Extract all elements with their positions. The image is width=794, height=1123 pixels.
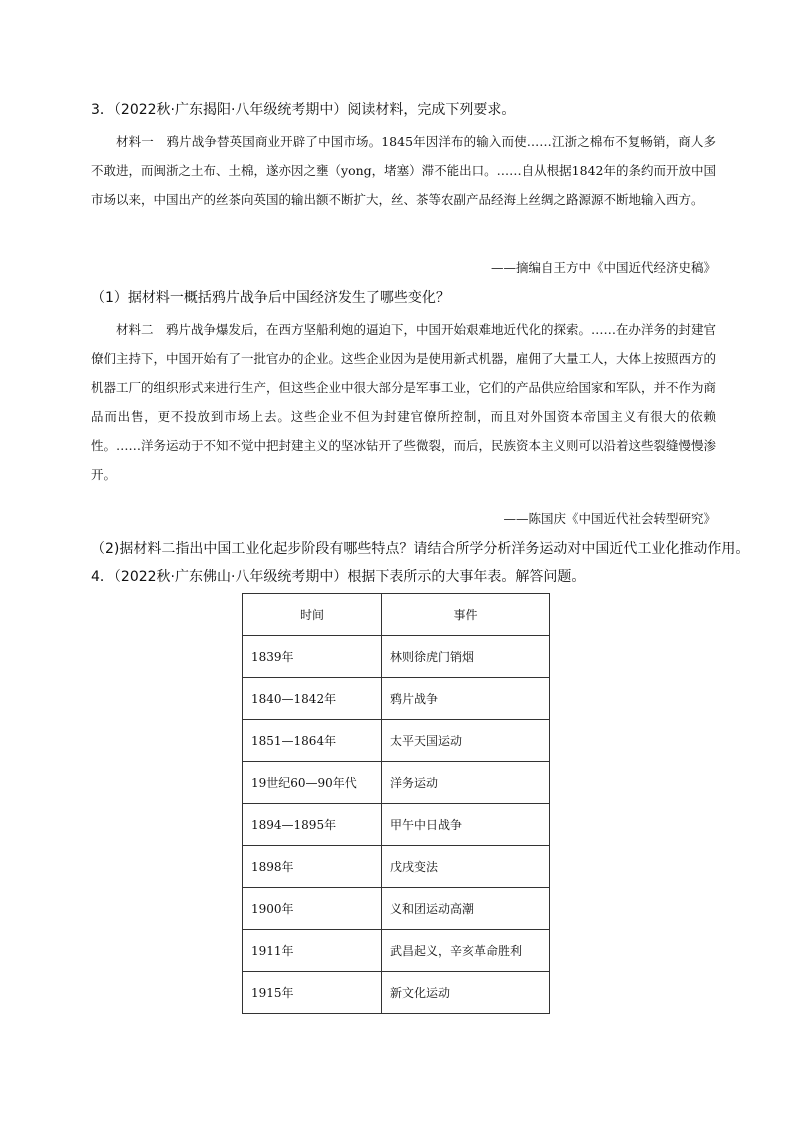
question-3-1: （1）据材料一概括鸦片战争后中国经济发生了哪些变化？: [91, 290, 450, 306]
material-1-source: ——摘编自王方中《中国近代经济史稿》: [490, 260, 716, 275]
material-2-source: ——陈国庆《中国近代社会转型研究》: [503, 511, 716, 526]
time-cell: 1898年: [243, 846, 382, 888]
table-row: [243, 930, 550, 972]
table-row: [243, 678, 550, 720]
table-header-row: [243, 594, 550, 636]
time-cell: 1900年: [243, 888, 382, 930]
time-cell: 19世纪60—90年代: [243, 762, 382, 804]
table-row: [243, 888, 550, 930]
event-cell: 戊戌变法: [382, 846, 550, 888]
question-3-title: 3．（2022秋·广东揭阳·八年级统考期中）阅读材料，完成下列要求。: [91, 102, 516, 118]
event-cell: 洋务运动: [382, 762, 550, 804]
event-cell: 鸦片战争: [382, 678, 550, 720]
table-row: [243, 972, 550, 1014]
event-cell: 林则徐虎门销烟: [382, 636, 550, 678]
table-row: [243, 720, 550, 762]
table-row: [243, 762, 550, 804]
time-cell: 1894—1895年: [243, 804, 382, 846]
table-row: [243, 846, 550, 888]
question-4-title: 4．（2022秋·广东佛山·八年级统考期中）根据下表所示的大事年表。解答问题。: [91, 569, 586, 585]
header-event: 事件: [382, 594, 550, 636]
event-cell: 甲午中日战争: [382, 804, 550, 846]
event-cell: 武昌起义，辛亥革命胜利: [382, 930, 550, 972]
events-table: [242, 593, 550, 1014]
material-1: 材料一 鸦片战争替英国商业开辟了中国市场。1845年因洋布的输入而使……江浙之棉布不复畅销，商人多不敢进，而闽浙之土布、土棉，遂亦因之壅（yong，堵塞）滞不能出口。……自从根据1842年的条约而开放中国市场以来，中国出产的丝茶向英国的输出额不断扩大，丝、茶等农副产品经海上丝绸之路源源不断地输入西方。: [91, 134, 716, 207]
event-cell: 太平天国运动: [382, 720, 550, 762]
time-cell: 1911年: [243, 930, 382, 972]
time-cell: 1915年: [243, 972, 382, 1014]
time-cell: 1839年: [243, 636, 382, 678]
table-row: [243, 804, 550, 846]
time-cell: 1840—1842年: [243, 678, 382, 720]
table-row: [243, 636, 550, 678]
material-2: 材料二 鸦片战争爆发后，在西方坚船利炮的逼迫下，中国开始艰难地近代化的探索。……在办洋务的封建官僚们主持下，中国开始有了一批官办的企业。这些企业因为是使用新式机器，雇佣了大量工人，大体上按照西方的机器工厂的组织形式来进行生产，但这些企业中很大部分是军事工业，它们的产品供应给国家和军队，并不作为商品而出售，更不投放到市场上去。这些企业不但为封建官僚所控制，而且对外国资本帝国主义有很大的依赖性。……洋务运动于不知不觉中把封建主义的坚冰钻开了些微裂，而后，民族资本主义则可以沿着这些裂缝慢慢渗开。: [91, 322, 717, 482]
question-3-2: （2)据材料二指出中国工业化起步阶段有哪些特点？请结合所学分析洋务运动对中国近代工业化推动作用。: [91, 541, 750, 557]
event-cell: 新文化运动: [382, 972, 550, 1014]
time-cell: 1851—1864年: [243, 720, 382, 762]
event-cell: 义和团运动高潮: [382, 888, 550, 930]
header-time: 时间: [243, 594, 382, 636]
